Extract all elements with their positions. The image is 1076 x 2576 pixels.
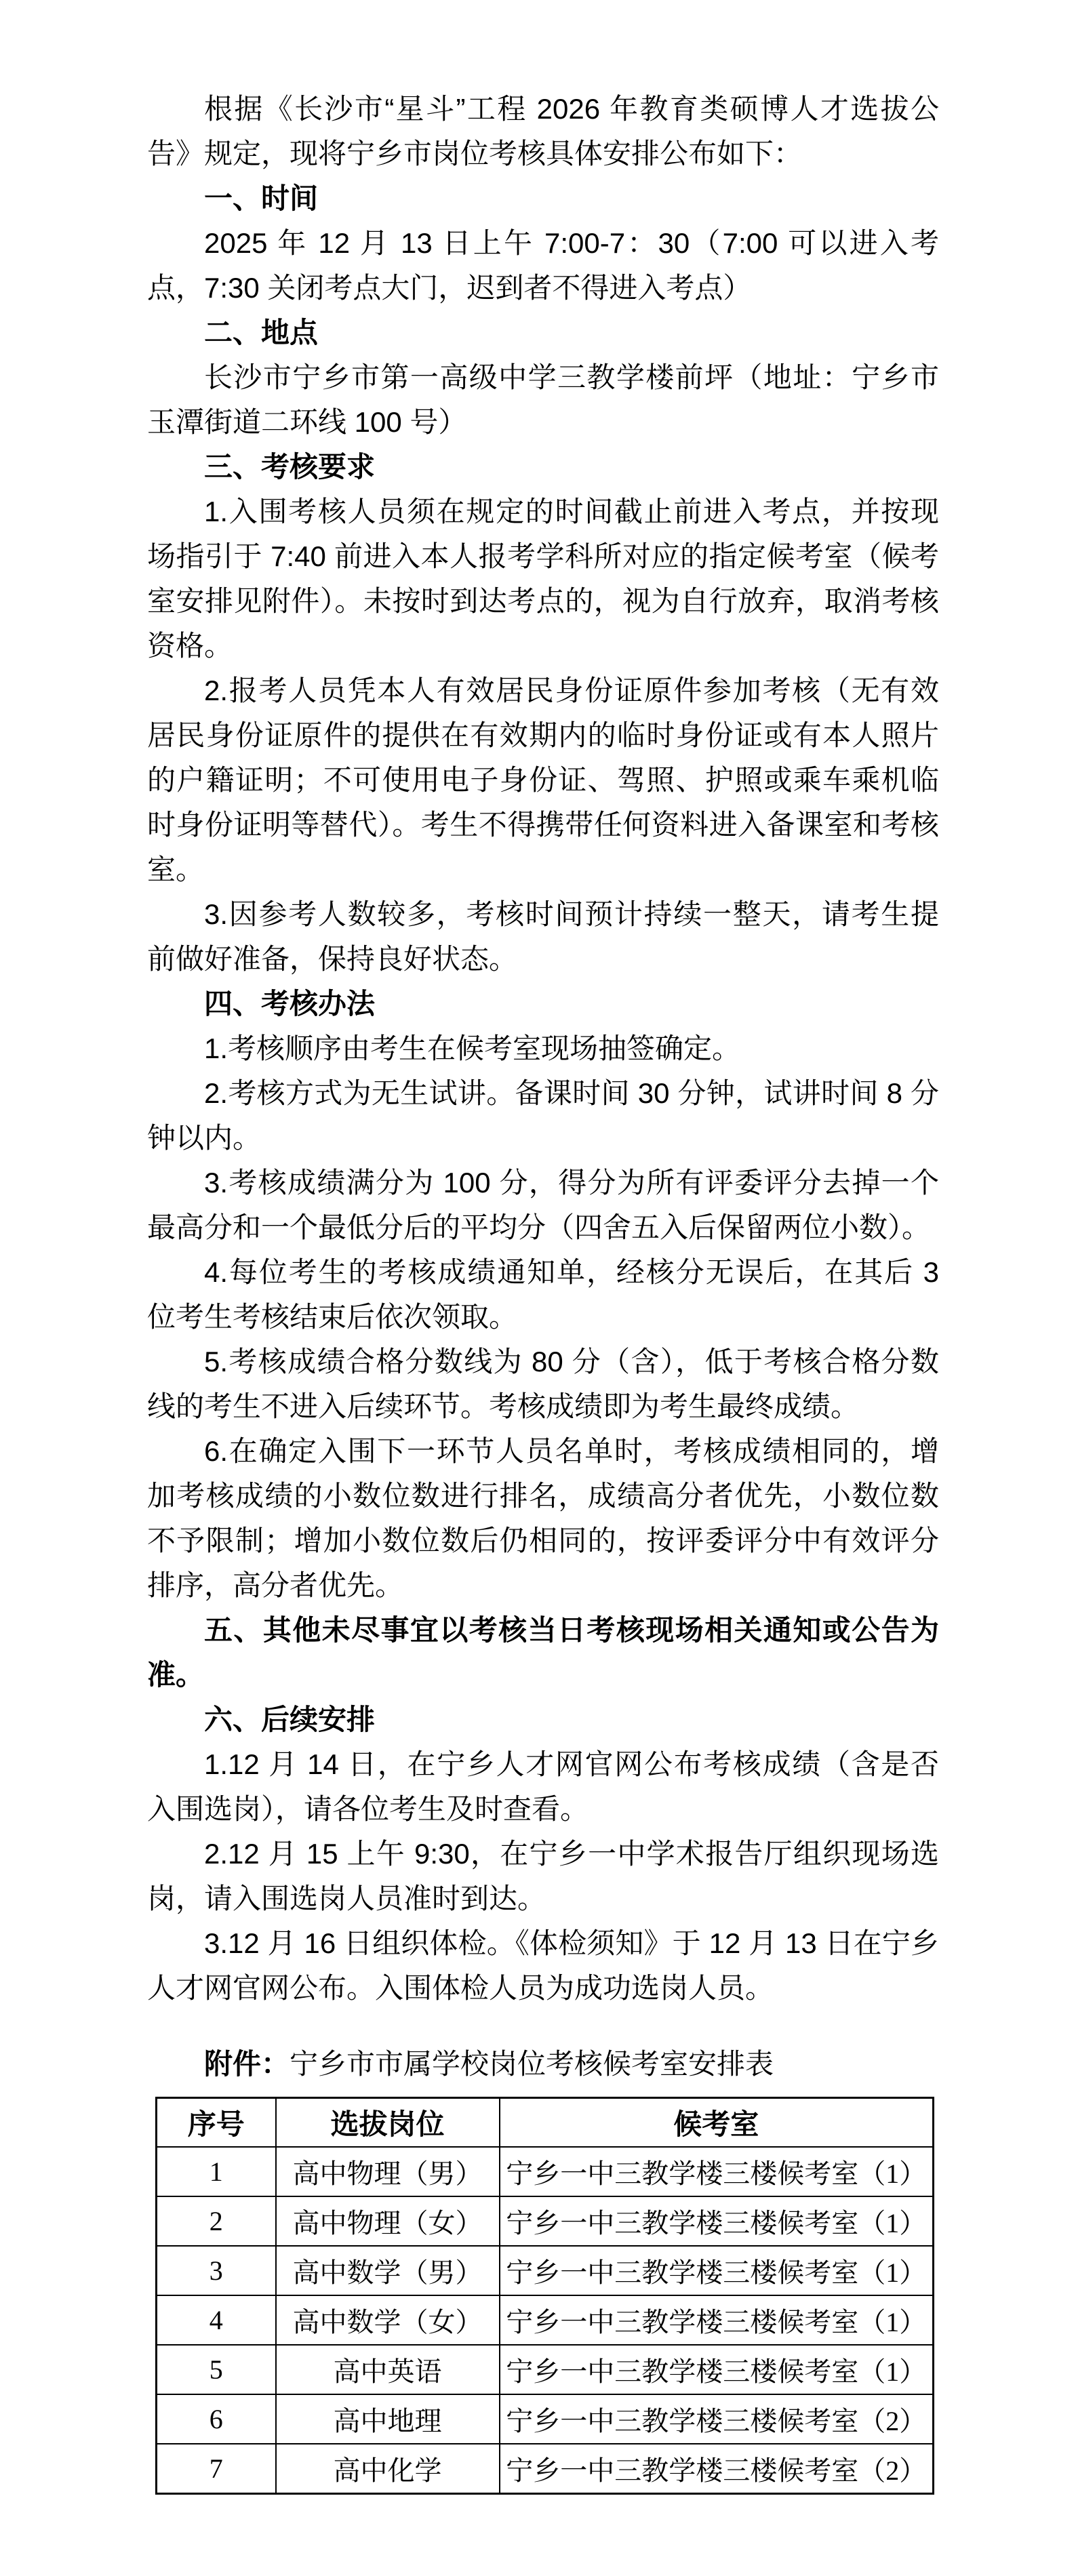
cell-seq: 6 [157, 2394, 276, 2444]
section-location-heading: 二、地点 [204, 317, 319, 348]
intro-paragraph: 根据《长沙市“星斗”工程 2026 年教育类硕博人才选拔公告》规定，现将宁乡市岗位考核具体安排公布如下： [147, 93, 939, 169]
followup-item-3: 3.12 月 16 日组织体检。《体检须知》于 12 月 13 日在宁乡人才网官网公布。入围体检人员为成功选岗人员。 [147, 1927, 939, 2004]
method-item-1: 1.考核顺序由考生在候考室现场抽签确定。 [204, 1032, 741, 1064]
cell-position: 高中数学（女） [276, 2295, 500, 2345]
followup-item-2: 2.12 月 15 上午 9:30，在宁乡一中学术报告厅组织现场选岗，请入围选岗人员准时到达。 [147, 1838, 939, 1914]
table-row [157, 2345, 934, 2394]
cell-room: 宁乡一中三教学楼三楼候考室（1） [500, 2147, 934, 2196]
table-row [157, 2444, 934, 2494]
method-item-2: 2.考核方式为无生试讲。备课时间 30 分钟，试讲时间 8 分钟以内。 [147, 1077, 939, 1154]
section-location-paragraph: 长沙市宁乡市第一高级中学三教学楼前坪（地址：宁乡市玉潭街道二环线 100 号） [147, 361, 939, 438]
method-item-6: 6.在确定入围下一环节人员名单时，考核成绩相同的，增加考核成绩的小数位数进行排名，成绩高分者优先，小数位数不予限制；增加小数位数后仍相同的，按评委评分中有效评分排序，高分者优先。 [147, 1435, 939, 1601]
table-header-row [157, 2098, 934, 2148]
method-item-5: 5.考核成绩合格分数线为 80 分（含），低于考核合格分数线的考生不进入后续环节。考核成绩即为考生最终成绩。 [147, 1346, 939, 1422]
section-time-heading: 一、时间 [204, 182, 319, 214]
cell-room: 宁乡一中三教学楼三楼候考室（2） [500, 2444, 934, 2494]
section-requirements [147, 445, 939, 982]
section-time [147, 176, 939, 310]
waiting-room-table-body [157, 2147, 934, 2494]
requirements-item-2: 2.报考人员凭本人有效居民身份证原件参加考核（无有效居民身份证原件的提供在有效期内的临时身份证或有本人照片的户籍证明；不可使用电子身份证、驾照、护照或乘车乘机临时身份证明等替代）。考生不得携带任何资料进入备课室和考核室。 [147, 675, 939, 885]
cell-seq: 2 [157, 2196, 276, 2246]
section-followup-heading: 六、后续安排 [204, 1704, 376, 1735]
cell-seq: 4 [157, 2295, 276, 2345]
table-row [157, 2295, 934, 2345]
cell-seq: 5 [157, 2345, 276, 2394]
cell-seq: 7 [157, 2444, 276, 2494]
waiting-room-table [155, 2097, 934, 2495]
attachment-line [147, 2042, 939, 2087]
cell-room: 宁乡一中三教学楼三楼候考室（1） [500, 2295, 934, 2345]
cell-room: 宁乡一中三教学楼三楼候考室（1） [500, 2246, 934, 2295]
cell-position: 高中化学 [276, 2444, 500, 2494]
cell-position: 高中数学（男） [276, 2246, 500, 2295]
table-row [157, 2147, 934, 2196]
cell-position: 高中地理 [276, 2394, 500, 2444]
section-requirements-heading: 三、考核要求 [204, 451, 376, 483]
followup-item-1: 1.12 月 14 日，在宁乡人才网官网公布考核成绩（含是否入围选岗），请各位考生及时查看。 [147, 1748, 939, 1825]
cell-room: 宁乡一中三教学楼三楼候考室（1） [500, 2345, 934, 2394]
requirements-item-3: 3.因参考人数较多，考核时间预计持续一整天，请考生提前做好准备，保持良好状态。 [147, 898, 939, 975]
section-other-heading: 五、其他未尽事宜以考核当日考核现场相关通知或公告为准。 [147, 1614, 939, 1691]
header-position: 选拔岗位 [276, 2098, 500, 2148]
waiting-room-table-head [157, 2098, 934, 2148]
section-followup [147, 1697, 939, 2011]
cell-seq: 3 [157, 2246, 276, 2295]
cell-room: 宁乡一中三教学楼三楼候考室（2） [500, 2394, 934, 2444]
section-method [147, 982, 939, 1608]
requirements-item-1: 1.入围考核人员须在规定的时间截止前进入考点，并按现场指引于 7:40 前进入本人报考学科所对应的指定候考室（候考室安排见附件）。未按时到达考点的，视为自行放弃，取消考核资格。 [147, 496, 939, 662]
attachment-title: 宁乡市市属学校岗位考核候考室安排表 [290, 2049, 774, 2080]
method-item-4: 4.每位考生的考核成绩通知单，经核分无误后，在其后 3 位考生考核结束后依次领取。 [147, 1256, 939, 1333]
table-row [157, 2246, 934, 2295]
table-row [157, 2394, 934, 2444]
section-time-paragraph: 2025 年 12 月 13 日上午 7:00-7：30（7:00 可以进入考点，7:30 关闭考点大门，迟到者不得进入考点） [147, 227, 939, 304]
header-seq: 序号 [157, 2098, 276, 2148]
cell-room: 宁乡一中三教学楼三楼候考室（1） [500, 2196, 934, 2246]
attachment-label: 附件： [204, 2048, 290, 2080]
cell-position: 高中物理（男） [276, 2147, 500, 2196]
cell-seq: 1 [157, 2147, 276, 2196]
header-room: 候考室 [500, 2098, 934, 2148]
cell-position: 高中物理（女） [276, 2196, 500, 2246]
section-location [147, 310, 939, 445]
section-method-heading: 四、考核办法 [204, 988, 376, 1020]
cell-position: 高中英语 [276, 2345, 500, 2394]
method-item-3: 3.考核成绩满分为 100 分，得分为所有评委评分去掉一个最高分和一个最低分后的平均分（四舍五入后保留两位小数）。 [147, 1167, 939, 1243]
section-other [147, 1608, 939, 1697]
table-row [157, 2196, 934, 2246]
